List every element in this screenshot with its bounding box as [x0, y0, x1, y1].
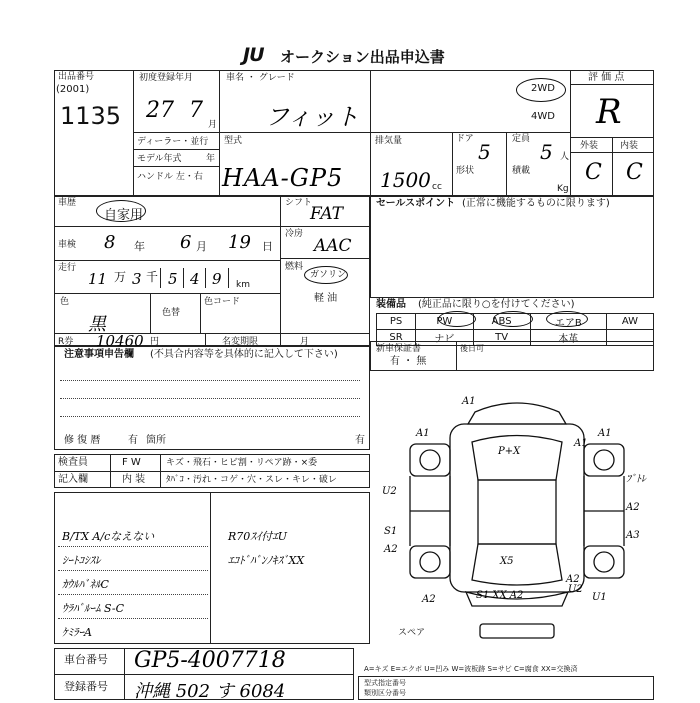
listing-number-label: 出品番号: [58, 72, 95, 82]
mark-side-right: ﾌﾞﾄﾚ: [626, 474, 646, 485]
auction-logo: JU: [243, 44, 264, 66]
model-year-unit: 年: [206, 154, 216, 164]
ac-label: 冷房: [285, 229, 304, 239]
repair-end: 有: [355, 435, 365, 446]
handle-label: ハンドル 左・右: [137, 172, 203, 182]
mark-s1-left: S1: [384, 526, 398, 537]
capacity-unit: 人: [560, 152, 570, 162]
mark-px-hood: P+X: [498, 446, 521, 457]
mileage-u2: 千: [146, 270, 159, 284]
mark-x5-trunk: X5: [500, 556, 514, 567]
mark-a2-right: A2: [626, 502, 640, 513]
color-value[interactable]: 黒: [88, 314, 106, 335]
category-number-label: 類別区分番号: [364, 689, 406, 697]
hand-note-6: ｳﾗﾊﾞﾙｰﾑ S-C: [62, 602, 125, 615]
model-year-label: モデル年式: [137, 154, 182, 164]
form-title: オークション出品申込書: [280, 48, 445, 66]
mark-u2-left: U2: [382, 486, 397, 497]
type-value[interactable]: HAA-GP5: [222, 164, 344, 192]
shape-label: 形状: [456, 166, 475, 176]
shift-value[interactable]: FAT: [310, 204, 344, 224]
mark-a1-right: A1: [598, 428, 612, 439]
plate-number[interactable]: 沖縄 502 す 6084: [134, 681, 286, 702]
inspector-row2-label: 内 装: [122, 474, 146, 485]
inspection-label: 車検: [58, 240, 77, 250]
recycle-value[interactable]: 10460: [96, 332, 144, 350]
first-registration-label: 初度登録年月: [139, 73, 194, 83]
equip-pw[interactable]: PW: [416, 314, 473, 330]
warranty-label: 新車保証書: [376, 344, 422, 354]
mileage-label: 走行: [58, 263, 77, 273]
repair-label: 修 復 暦: [64, 435, 101, 446]
displacement-value[interactable]: 1500: [380, 168, 431, 192]
rating-label: 評 価 点: [588, 72, 625, 83]
pw-circle: [438, 311, 476, 327]
car-name[interactable]: フィット: [265, 103, 360, 131]
mark-rear-bumper: S1 XX A2: [476, 590, 524, 601]
recycle-label: R券: [58, 337, 74, 347]
doors-label: ドア: [456, 134, 474, 144]
chassis-label: 車台番号: [64, 653, 108, 666]
plate-label: 登録番号: [64, 680, 108, 693]
name-change-unit: 月: [300, 337, 310, 347]
drive-2wd[interactable]: 2WD: [531, 83, 555, 94]
mileage-d2[interactable]: 3: [132, 270, 142, 288]
mileage-d3[interactable]: 5: [168, 270, 178, 288]
mileage-d5[interactable]: 9: [212, 270, 222, 288]
displacement-label: 排気量: [375, 136, 403, 146]
mark-u1-rear: U1: [592, 592, 607, 603]
color-code-label: 色コード: [204, 297, 241, 307]
hand-note-2: R70ｽｲ付ｴU: [228, 530, 288, 543]
inspector-label: 検査員: [58, 457, 88, 468]
car-name-label: 車名 ・ グレード: [226, 73, 295, 83]
fuel-gasoline[interactable]: ガソリン: [310, 270, 347, 280]
inspector-row1-label: F W: [122, 457, 141, 468]
capacity-value[interactable]: 5: [540, 140, 553, 164]
mark-a2-rear: A2: [566, 574, 580, 585]
mark-a1-top: A1: [462, 396, 476, 407]
inspection-day-unit: 日: [262, 240, 273, 253]
mark-a2-rear-left: A2: [422, 594, 436, 605]
mileage-u1: 万: [114, 270, 127, 284]
mark-a1-right2: A1: [574, 438, 588, 449]
hand-note-4: ｴｺﾄﾞﾊﾞﾝﾉｷｽﾞXX: [228, 554, 305, 567]
handwritten-frame: [54, 492, 370, 644]
drive-4wd[interactable]: 4WD: [531, 111, 555, 122]
color-label: 色: [60, 297, 70, 307]
equip-sr[interactable]: SR: [377, 330, 416, 346]
damage-legend: A=キズ E=エクボ U=凹み W=波板跡 S=サビ C=腐食 XX=交換済: [364, 665, 578, 673]
inspection-year-unit: 年: [134, 240, 145, 253]
mark-a3-right: A3: [626, 530, 640, 541]
inspector-entry-label: 記入欄: [58, 474, 88, 485]
sales-point-frame: [370, 196, 654, 298]
inspector-row2-items: ﾀﾊﾞｺ・汚れ・コゲ・穴・スレ・キレ・破レ: [166, 475, 337, 485]
mark-u2-rear: U2: [568, 584, 583, 595]
interior-label: 内装: [620, 141, 639, 151]
rating-value[interactable]: R: [596, 92, 622, 132]
history-value[interactable]: 自家用: [104, 208, 144, 223]
type-designation-label: 型式指定番号: [364, 679, 406, 687]
history-label: 車歴: [58, 198, 77, 208]
shift-label: シフト: [285, 198, 313, 208]
airbag-circle: [546, 311, 588, 327]
warranty-option[interactable]: 有 ・ 無: [390, 356, 427, 367]
load-label: 積載: [512, 166, 531, 176]
mark-a2-left: A2: [384, 544, 398, 555]
equip-abs[interactable]: ABS: [473, 314, 530, 330]
hand-note-5: ｶｳﾙﾊﾞﾈﾙC: [62, 578, 109, 591]
recycle-unit: 円: [150, 337, 160, 347]
hand-note-3: ｼｰﾄｺｼｽﾚ: [62, 554, 101, 567]
equip-ps[interactable]: PS: [377, 314, 416, 330]
car-damage-diagram: [380, 384, 654, 646]
paint-change-label: 色替: [162, 308, 181, 318]
mileage-unit: km: [236, 280, 250, 290]
listing-number-sub: (2001): [56, 84, 90, 95]
equip-leather[interactable]: 本革: [530, 330, 606, 346]
load-unit: Kg: [557, 184, 569, 194]
equip-tv[interactable]: TV: [473, 330, 530, 346]
exterior-label: 外装: [580, 141, 599, 151]
inspection-month-unit: 月: [196, 240, 207, 253]
mileage-d1[interactable]: 11: [88, 270, 108, 288]
doors-value[interactable]: 5: [478, 140, 491, 164]
interior-grade[interactable]: C: [626, 160, 643, 185]
spare-label: スペア: [398, 628, 426, 638]
displacement-unit: cc: [432, 182, 442, 192]
fuel-label: 燃料: [285, 262, 304, 272]
exterior-grade[interactable]: C: [585, 160, 602, 185]
inspection-year[interactable]: 8: [104, 232, 116, 253]
sales-point-note: (正常に機能するものに限ります): [462, 198, 610, 209]
repair-location-label: 箇所: [146, 435, 166, 446]
inspection-month[interactable]: 6: [180, 232, 192, 253]
fuel-diesel[interactable]: 軽 油: [314, 293, 338, 304]
month-unit: 月: [208, 120, 218, 130]
hand-note-7: ｹﾐﾗｰA: [62, 626, 92, 639]
sales-point-label: セールスポイント: [376, 198, 456, 209]
registration-month[interactable]: 7: [189, 98, 203, 123]
ac-value[interactable]: AAC: [314, 236, 352, 256]
equipment-label: 装備品: [376, 299, 406, 310]
mark-a1-left: A1: [416, 428, 430, 439]
chassis-number[interactable]: GP5-4007718: [134, 648, 286, 673]
notes-hint: (不具合内容等を具体的に記入して下さい): [150, 349, 338, 360]
notes-label: 注意事項申告欄: [64, 349, 134, 360]
name-change-label: 名変期限: [222, 337, 259, 347]
type-label: 型式: [224, 136, 243, 146]
hand-note-1: B/TX A/cなえない: [62, 530, 155, 543]
inspector-row1-items: キズ・飛石・ヒビ割・リペア跡・×委: [166, 458, 318, 468]
inspection-day[interactable]: 19: [228, 232, 251, 253]
equip-navi[interactable]: ナビ: [416, 330, 473, 346]
capacity-label: 定員: [512, 134, 531, 144]
repair-option[interactable]: 有: [128, 435, 138, 446]
listing-number: 1135: [60, 102, 122, 130]
mileage-d4[interactable]: 4: [190, 270, 200, 288]
dealer-label: ディーラー・並行: [137, 137, 209, 147]
equip-aw[interactable]: AW: [606, 314, 653, 330]
equipment-note: (純正品に限り○を付けてください): [418, 299, 575, 310]
abs-circle: [493, 311, 533, 327]
registration-year[interactable]: 27: [146, 98, 174, 123]
equip-airbag[interactable]: エアB: [530, 314, 606, 330]
warranty-book-label: 後日可: [460, 344, 484, 353]
